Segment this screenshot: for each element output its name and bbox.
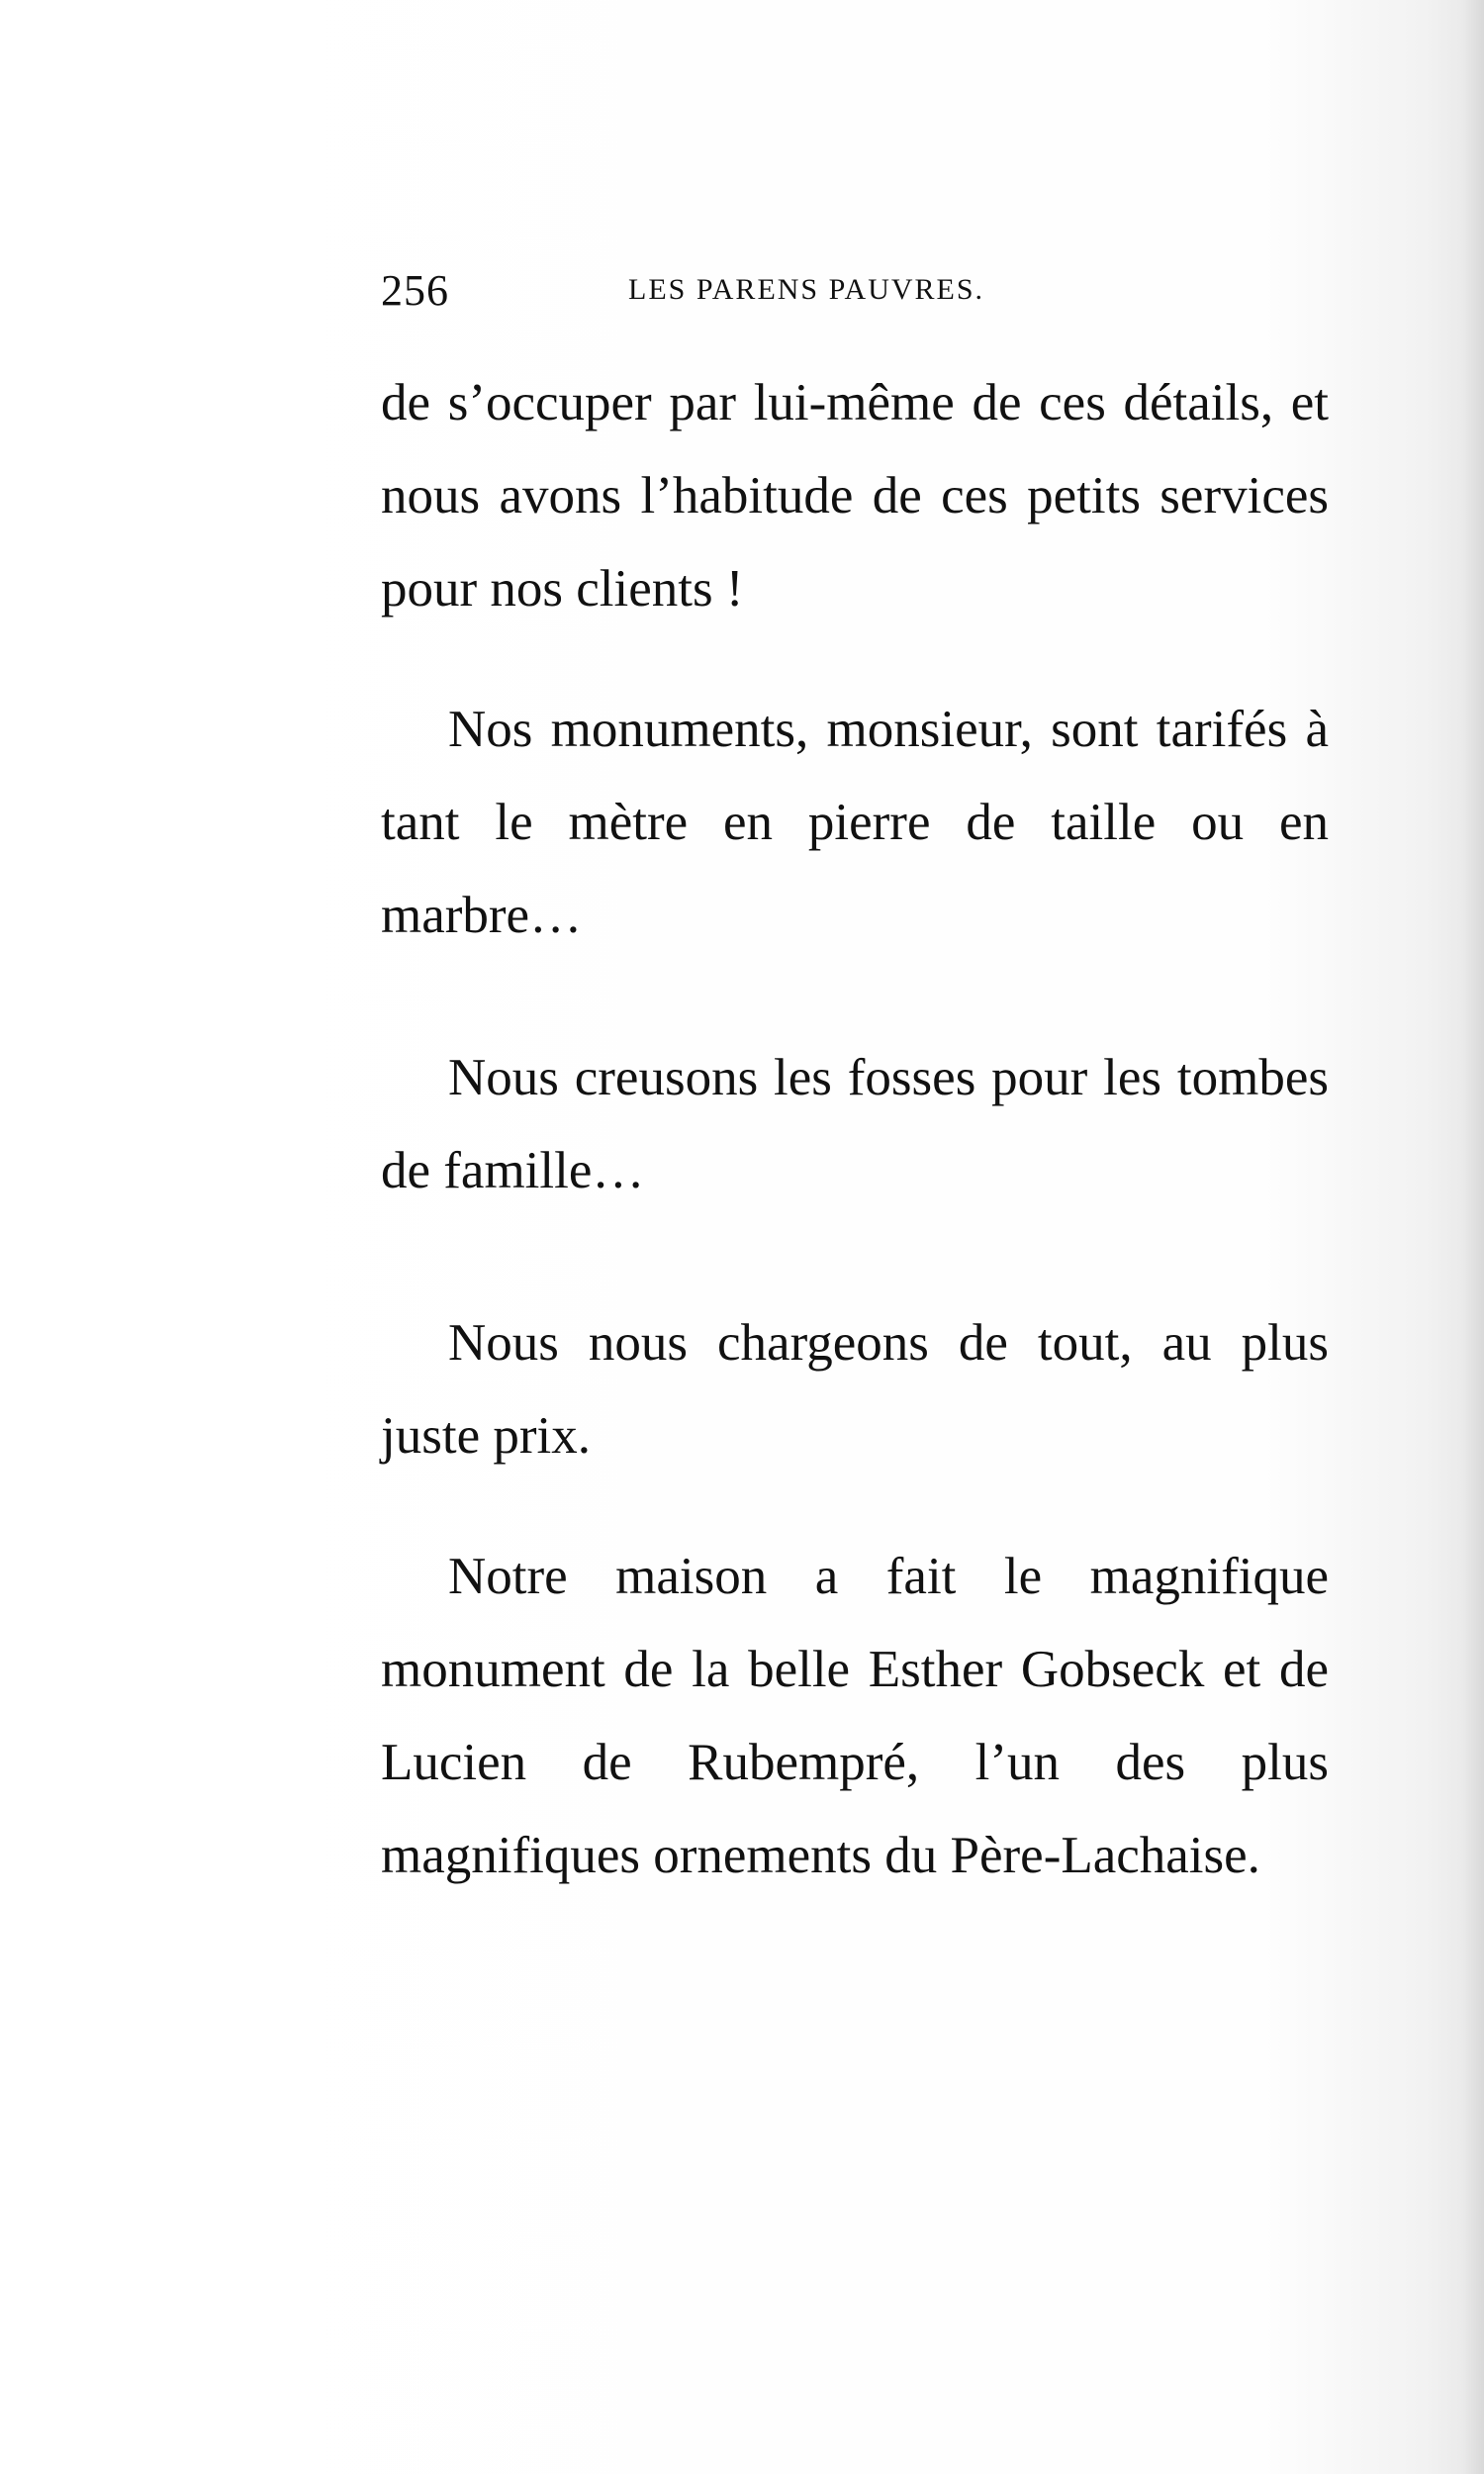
paragraph: Nos monuments, monsieur, sont tarifés à tant le mètre en pierre de taille ou en marbre… <box>381 701 1329 944</box>
paragraph: Nous creusons les fosses pour les tombes de famille… <box>381 1049 1329 1199</box>
page-edge-shadow <box>1462 0 1484 2474</box>
page-header <box>381 265 1073 315</box>
paragraph: Notre maison a fait le magnifique monument de la belle Esther Gobseck et de Lucien de Rubempré, l’un des plus magnifiques ornements du Père-Lachaise. <box>381 1548 1329 1884</box>
paragraph: Nous nous chargeons de tout, au plus juste prix. <box>381 1314 1329 1465</box>
paragraph: de s’occuper par lui-même de ces détails, et nous avons l’habitude de ces petits services pour nos clients ! <box>381 374 1329 618</box>
body-text <box>381 356 1329 1902</box>
running-head: LES PARENS PAUVRES. <box>628 273 985 306</box>
page-number: 256 <box>381 266 449 315</box>
